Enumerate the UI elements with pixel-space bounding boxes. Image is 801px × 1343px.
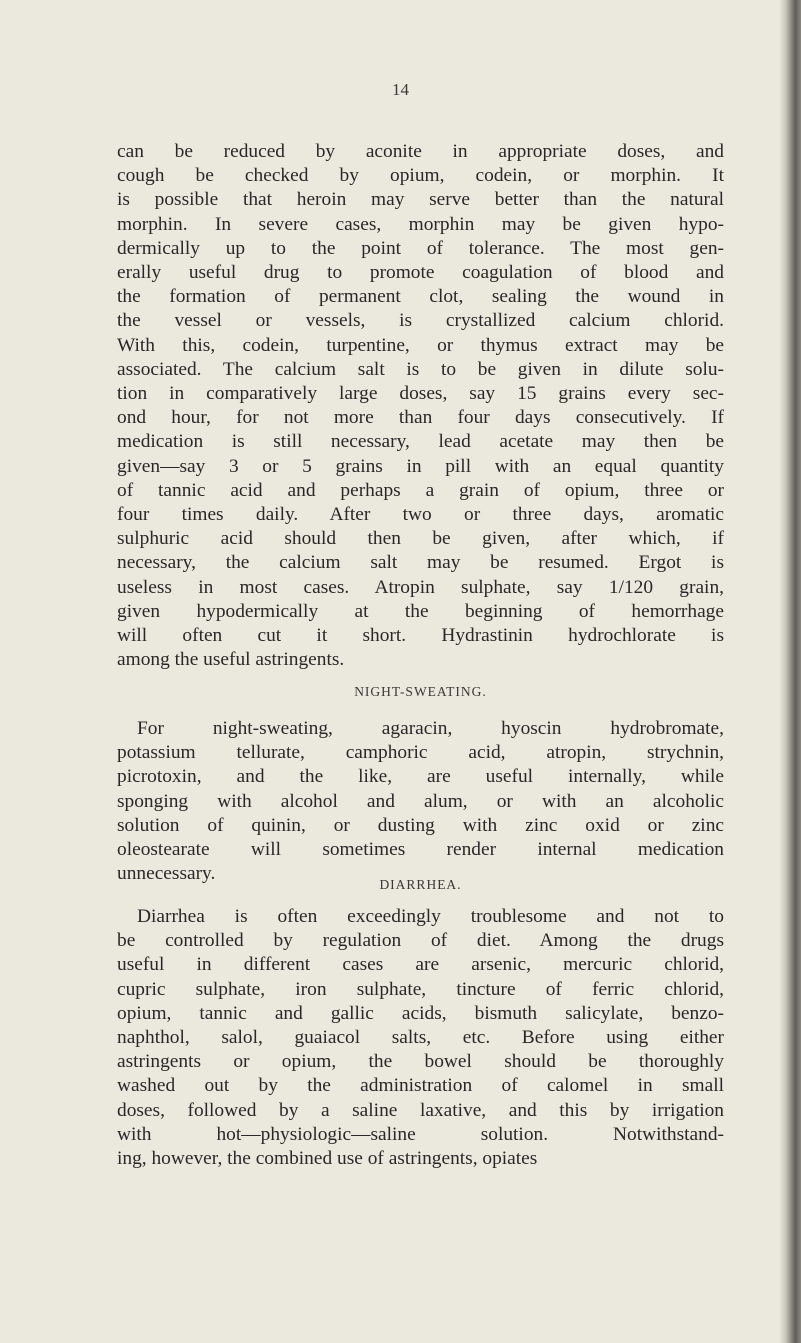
text-line: of tannic acid and perhaps a grain of opium, three or	[117, 479, 724, 501]
text-line: be controlled by regulation of diet. Among the drugs	[117, 930, 724, 952]
text-line: naphthol, salol, guaiacol salts, etc. Before using either	[117, 1027, 724, 1049]
section-heading-diarrhea: DIARRHEA.	[379, 877, 462, 892]
text-line: tion in comparatively large doses, say 15 grains every sec-	[117, 383, 724, 405]
text-line: the vessel or vessels, is crystallized calcium chlorid.	[117, 310, 724, 332]
text-line: useful in different cases are arsenic, mercuric chlorid,	[117, 954, 724, 976]
text-line: the formation of permanent clot, sealing the wound in	[117, 286, 724, 308]
text-line: dermically up to the point of tolerance. The most gen-	[117, 237, 724, 259]
text-line: sulphuric acid should then be given, after which, if	[117, 528, 724, 550]
text-line: morphin. In severe cases, morphin may be given hypo-	[117, 213, 724, 235]
text-line: unnecessary.	[117, 863, 216, 885]
text-line: solution of quinin, or dusting with zinc oxid or zinc	[117, 814, 724, 836]
text-line: picrotoxin, and the like, are useful internally, while	[117, 766, 724, 788]
text-line: can be reduced by aconite in appropriate doses, and	[117, 141, 724, 162]
text-line: four times daily. After two or three days, aromatic	[117, 504, 724, 526]
paragraph-diarrhea	[117, 905, 724, 1171]
text-line: cupric sulphate, iron sulphate, tincture of ferric chlorid,	[117, 978, 724, 1000]
text-line: Diarrhea is often exceedingly troublesome and not to	[137, 906, 724, 927]
text-line: is possible that heroin may serve better than the natural	[117, 189, 724, 211]
text-line: necessary, the calcium salt may be resumed. Ergot is	[117, 552, 724, 574]
text-line: will often cut it short. Hydrastinin hydrochlorate is	[117, 625, 724, 647]
text-line: With this, codein, turpentine, or thymus extract may be	[117, 334, 724, 356]
text-line: oleostearate will sometimes render internal medication	[117, 839, 724, 861]
text-line: doses, followed by a saline laxative, and this by irrigation	[117, 1099, 724, 1121]
text-line: given hypodermically at the beginning of hemorrhage	[117, 600, 724, 622]
text-line: with hot—physiologic—saline solution. Notwithstand-	[117, 1123, 724, 1145]
paragraph-night-sweating	[117, 717, 724, 886]
text-line: medication is still necessary, lead acetate may then be	[117, 431, 724, 453]
text-line: astringents or opium, the bowel should be thoroughly	[117, 1051, 724, 1073]
text-line: useless in most cases. Atropin sulphate, say 1/120 grain,	[117, 576, 724, 598]
text-line: cough be checked by opium, codein, or morphin. It	[117, 165, 724, 187]
section-heading-night-sweating: NIGHT-SWEATING.	[354, 684, 487, 699]
section-heading-night-sweating-wrapper	[117, 684, 724, 700]
text-line: ing, however, the combined use of astringents, opiates	[117, 1148, 538, 1170]
text-line: among the useful astringents.	[117, 649, 345, 671]
text-line: associated. The calcium salt is to be given in dilute solu-	[117, 358, 724, 380]
text-line: For night-sweating, agaracin, hyoscin hydrobromate,	[137, 718, 724, 739]
text-line: erally useful drug to promote coagulation of blood and	[117, 262, 724, 284]
text-line: potassium tellurate, camphoric acid, atropin, strychnin,	[117, 742, 724, 764]
text-line: washed out by the administration of calomel in small	[117, 1075, 724, 1097]
text-line: opium, tannic and gallic acids, bismuth salicylate, benzo-	[117, 1002, 724, 1024]
page-edge-shadow	[779, 0, 801, 1343]
text-line: sponging with alcohol and alum, or with an alcoholic	[117, 790, 724, 812]
page-number: 14	[392, 80, 409, 99]
section-heading-diarrhea-wrapper	[117, 877, 724, 893]
paragraph-hemorrhage-treatment	[117, 140, 724, 672]
text-line: ond hour, for not more than four days consecutively. If	[117, 407, 724, 429]
text-line: given—say 3 or 5 grains in pill with an equal quantity	[117, 455, 724, 477]
